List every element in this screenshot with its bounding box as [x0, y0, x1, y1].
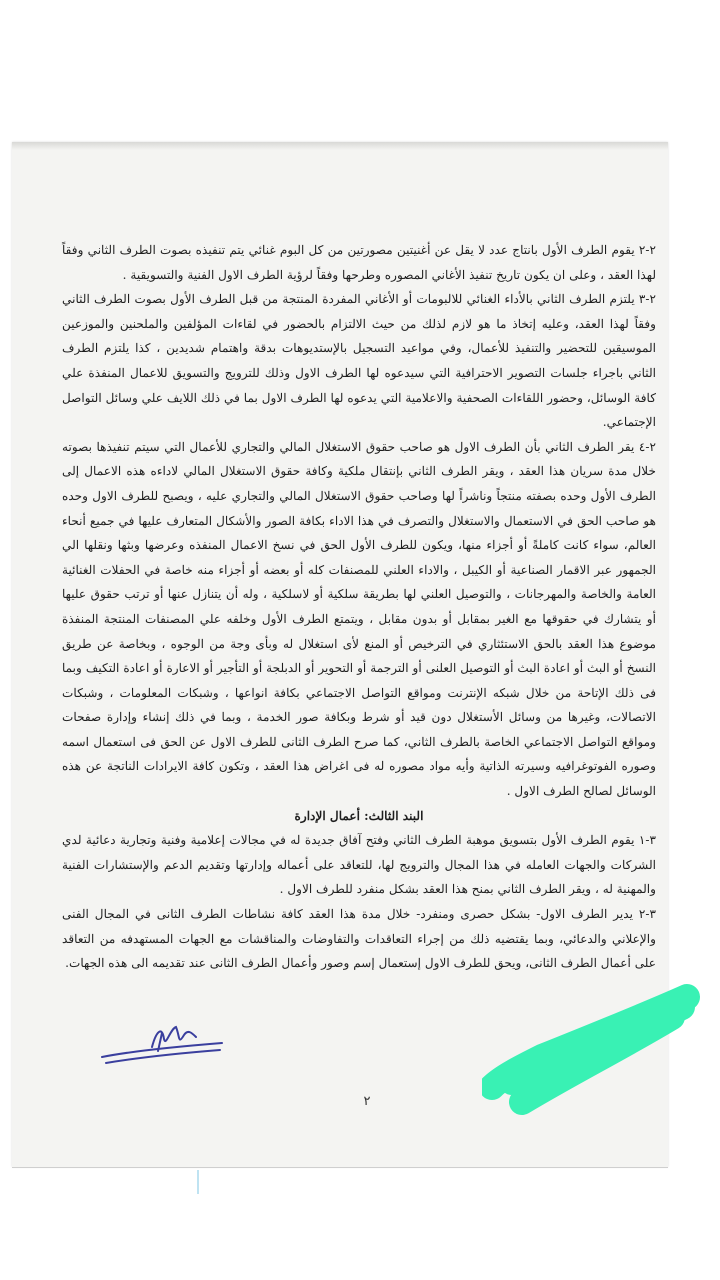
bottom-divider	[12, 1167, 668, 1168]
clause-3-1: ٣-١ يقوم الطرف الأول بتسويق موهبة الطرف الثاني وفتح آفاق جديدة له في مجالات إعلامية وفنية وتجارية دعائية لدي الشركات والجهات العامله في هذا المجال والترويج لها، للتعاقد على أعماله وإدارتها وتقديم الدعم والإستشارات الفنية والمهنية له ، ويقر الطرف الثاني بمنح هذا العقد بشكل منفرد للطرف الاول .	[62, 833, 656, 897]
section-heading: البند الثالث: أعمال الإدارة	[294, 808, 424, 823]
page-top-edge	[12, 142, 668, 150]
clause-3-2: ٣-٢ يدير الطرف الاول- بشكل حصرى ومنفرد- خلال مدة هذا العقد كافة نشاطات الطرف الثانى في المجال الفنى والإعلاني والدعائي، وبما يقتضيه ذلك من إجراء التعاقدات والتفاوضات والمناقشات مع الجهات المستهدفه من التعاقد على أعمال الطرف الثانى، ويحق للطرف الاول إستعمال إسم وصور وأعمال الطرف الثانى عند تقديمه الى هذه الجهات.	[62, 907, 656, 971]
clause-2-2: ٢-٢ يقوم الطرف الأول بانتاج عدد لا يقل عن أغنيتين مصورتين من كل البوم غنائي يتم تنفيذه بصوت الطرف الثاني وفقاً لهذا العقد ، وعلى ان يكون تاريخ تنفيذ الأغاني المصوره وطرحها وفقاً لرؤية الطرف الاول الفنية والتسويقية .	[62, 243, 656, 282]
clause-2-4: ٢-٤ يقر الطرف الثاني بأن الطرف الاول هو صاحب حقوق الاستغلال المالي والتجاري للأعمال التي سيتم تنفيذها بصوته خلال مدة سريان هذا العقد ، ويقر الطرف الثاني بإنتقال ملكية وكافة حقوق الاستغلال المالي لاداءه هذه الاعمال إلى الطرف الأول وحده بصفته منتجاً وناشراً لها وصاحب حقوق الاستغلال المالي والتجاري عليه ، ويصبح للطرف الاول وحده هو صاحب الحق في الاستعمال والاستغلال والتصرف في هذا الاداء بكافة الصور والأشكال المتعارف عليها في جميع أنحاء العالم، سواء كانت كاملةً أو أجزاء منها، ويكون للطرف الأول الحق في نسخ الاعمال المنفذه وعرضها وبثها ونقلها الي الجمهور عبر الاقمار الصناعية أو الكيبل ، والاداء العلني للمصنفات كله أو بعضه أو أجزاء منه خاصة في الحفلات الغنائية العامة والخاصة والمهرجانات ، والتوصيل العلني لها بطريقة سلكية أو لاسلكية ، وله أن يتنازل عنها أو ترتب حقوق عليها أو يتشارك في حقوقها مع الغير بمقابل أو بدون مقابل ، ويتمتع الطرف الأول وخلفه علي المصنفات المنتجة المنفذة موضوع هذا العقد بالحق الاستئثاري في الترخيص أو المنع لأى استغلال له وبأى وجة من الوجوه ، وبخاصة عن طريق النسخ أو البث أو اعادة البث أو التوصيل العلنى أو الترجمة أو التحوير أو الدبلجة أو التأجير أو الاعارة أو اعادة التكيف وبما فى ذلك الإتاحة من خلال شبكه الإنترنت ومواقع التواصل الاجتماعي بكافة انواعها ، وشبكات المعلومات ، وشبكات الاتصالات، وغيرها من وسائل الأستغلال دون قيد أو شرط وبكافة صور الخدمة ، وبما في ذلك إنشاء وإدارة صفحات ومواقع التواصل الاجتماعي الخاصة بالطرف الثاني، كما صرح الطرف الثانى للطرف الاول عن الحق فى استعمال اسمه وصوره الفوتوغرافيه وسيرته الذاتية وأيه مواد مصوره له فى اغراض هذا العقد ، وتكون كافة الايرادات الناتجة عن هذه الوسائل لصالح الطرف الاول .	[62, 439, 656, 799]
bottom-cursor-mark	[197, 1170, 199, 1194]
document-page	[12, 142, 668, 1167]
document-body	[62, 238, 656, 976]
signature-scribble	[92, 1017, 232, 1077]
page-number: ٢	[363, 1094, 371, 1109]
redaction-marker	[482, 977, 702, 1117]
clause-2-3: ٢-٣ يلتزم الطرف الثاني بالأداء الغنائي للالبومات أو الأغاني المفردة المنتجة من قبل الطرف الأول بصوت الطرف الثاني وفقاً لهذا العقد، وعليه إتخاذ ما هو لازم لذلك من حيث الالتزام بالحضور في لقاءات المؤلفين والملحنين والموزعين الموسيقين للتحضير والتنفيذ للأعمال، وفي مواعيد التسجيل بالإستديوهات بدقة واهتمام شديدين ، كذا يلتزم الطرف الثاني باجراء جلسات التصوير الاحترافية التي سيدعوه لها الطرف الاول وذلك للترويج والتسويق للاعمال المنفذة علي كافة الوسائل، وحضور اللقاءات الصحفية والاعلامية التي يدعوه لها الطرف الاول بما في ذلك اللايف علي وسائل التواصل الإجتماعي.	[62, 292, 656, 430]
